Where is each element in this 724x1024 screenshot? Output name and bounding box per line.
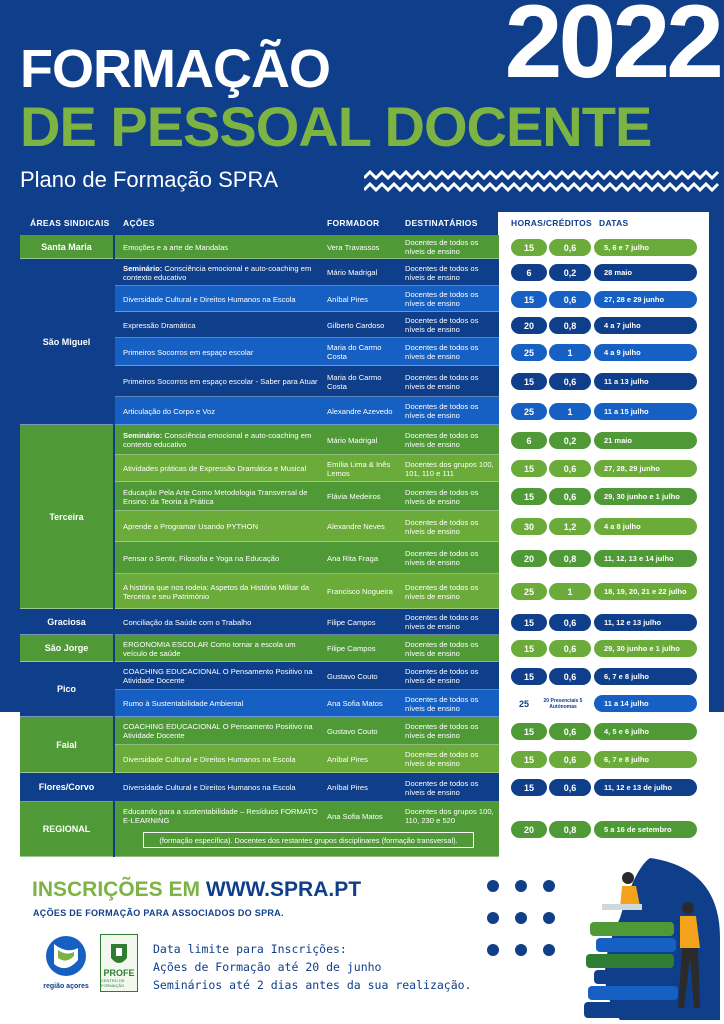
decor-dot xyxy=(543,880,555,892)
dates-pill: 4 a 8 julho xyxy=(594,518,697,535)
action-text xyxy=(123,667,321,685)
action-cell xyxy=(123,397,321,425)
header-datas: DATAS xyxy=(599,218,629,228)
action-title: COACHING EDUCACIONAL O Pensamento Positivo na Atividade Docente xyxy=(123,722,313,740)
destinatarios-cell: Docentes de todos os níveis de ensino xyxy=(405,778,479,797)
credits-pill: 0,6 xyxy=(549,488,591,505)
credits-pill: 0,2 xyxy=(549,264,591,281)
action-text xyxy=(123,431,321,449)
title-line-1: FORMAÇÃO xyxy=(20,39,330,99)
destinatarios-cell: Docentes de todos os níveis de ensino xyxy=(405,750,479,768)
action-text xyxy=(123,243,228,252)
action-title: Atividades práticas de Expressão Dramática e Musical xyxy=(123,464,307,473)
action-cell xyxy=(123,286,321,312)
decor-dot xyxy=(487,880,499,892)
action-title: Diversidade Cultural e Direitos Humanos na Escola xyxy=(123,783,296,792)
hours-pill: 6 xyxy=(511,432,547,449)
header-acoes: AÇÕES xyxy=(123,218,155,228)
inscricoes-banner xyxy=(32,878,361,902)
decor-dot xyxy=(487,912,499,924)
action-text xyxy=(123,295,296,304)
logo-regiao-text: região açores xyxy=(43,983,89,990)
action-cell xyxy=(123,574,321,609)
action-cell xyxy=(123,609,321,635)
action-title: Aprende a Programar Usando PYTHON xyxy=(123,522,259,531)
destinatarios-cell: Docentes de todos os níveis de ensino xyxy=(405,431,479,449)
credits-pill: 0,2 xyxy=(549,432,591,449)
formador-cell: Alexandre Neves xyxy=(327,522,385,531)
destinatarios-cell: Docentes de todos os níveis de ensino xyxy=(405,316,479,334)
hero-header xyxy=(0,0,724,212)
action-title: Primeiros Socorros em espaço escolar - Saber para Atuar xyxy=(123,377,318,386)
dates-pill: 11 a 13 julho xyxy=(594,373,697,390)
dates-pill: 4 a 9 julho xyxy=(594,344,697,361)
action-cell xyxy=(123,662,321,690)
action-text xyxy=(123,407,215,416)
destinatarios-cell: Docentes de todos os níveis de ensino xyxy=(405,402,479,420)
destinatarios-cell: Docentes de todos os níveis de ensino xyxy=(405,238,479,256)
destinatarios-cell: Docentes dos grupos 100, 110, 230 e 520 xyxy=(405,807,494,825)
action-text xyxy=(123,755,296,764)
area-label: Flores/Corvo xyxy=(20,773,113,802)
action-cell xyxy=(123,511,321,542)
destinatarios-cell: Docentes de todos os níveis de ensino xyxy=(405,549,479,567)
header-formador: FORMADOR xyxy=(327,218,380,228)
credits-pill: 1 xyxy=(549,583,591,600)
action-title: Educando para a sustentabilidade – Resíduos FORMATO E-LEARNING xyxy=(123,807,318,825)
year-title: 2022 xyxy=(504,0,720,100)
title-line-2: DE PESSOAL DOCENTE xyxy=(20,95,652,158)
action-title: Rumo à Sustentabilidade Ambiental xyxy=(123,699,244,708)
dates-pill: 28 maio xyxy=(594,264,697,281)
inscricoes-url[interactable]: WWW.SPRA.PT xyxy=(205,878,362,901)
credits-pill: 0,6 xyxy=(549,291,591,308)
destinatarios-cell: Docentes de todos os níveis de ensino xyxy=(405,722,479,740)
hours-pill: 25 xyxy=(511,583,547,600)
destinatarios-cell: Docentes de todos os níveis de ensino xyxy=(405,487,479,506)
destinatarios-cell: Docentes de todos os níveis de ensino xyxy=(405,639,479,658)
destinatarios-cell: Docentes de todos os níveis de ensino xyxy=(405,290,479,308)
zigzag-decoration xyxy=(364,168,720,194)
destinatarios-cell: Docentes de todos os níveis de ensino xyxy=(405,582,479,601)
header-areas: ÁREAS SINDICAIS xyxy=(30,218,110,228)
action-title: Educação Pela Arte Como Metodologia Transversal de Ensino: da Teoria à Prática xyxy=(123,487,308,506)
action-text xyxy=(123,618,251,627)
dates-pill: 4 a 7 julho xyxy=(594,317,697,334)
credits-pill: 0,6 xyxy=(549,751,591,768)
dates-pill: 27, 28, 29 junho xyxy=(594,460,697,477)
action-text xyxy=(123,264,321,282)
profe-logo xyxy=(100,934,138,992)
hours-pill: 15 xyxy=(511,723,547,740)
formador-cell: Mário Madrigal xyxy=(327,268,378,277)
decor-dot xyxy=(515,944,527,956)
area-label: Faial xyxy=(20,717,113,773)
hours-pill: 15 xyxy=(511,779,547,796)
credits-pill: 20 Presenciais 5 Autónomas xyxy=(543,697,583,710)
dates-pill: 11, 12 e 13 julho xyxy=(594,614,697,631)
action-title: A história que nos rodeia: Aspetos da História Militar da Terceira e seu Património xyxy=(123,582,310,601)
action-title: Pensar o Sentir, Filosofia e Yoga na Educação xyxy=(123,553,280,563)
formador-cell: Mário Madrigal xyxy=(327,435,378,445)
hours-pill: 15 xyxy=(511,668,547,685)
hours-pill: 15 xyxy=(511,640,547,657)
formador-cell: Ana Rita Fraga xyxy=(327,553,379,563)
action-title: Consciência emocional e auto-coaching em contexto educativo xyxy=(123,431,312,449)
hours-pill: 20 xyxy=(511,821,547,838)
hours-pill: 15 xyxy=(511,460,547,477)
action-cell xyxy=(123,542,321,574)
credits-pill: 0,6 xyxy=(549,723,591,740)
hours-pill: 15 xyxy=(511,488,547,505)
dates-pill: 27, 28 e 29 junho xyxy=(594,291,697,308)
formador-cell: Maria do Carmo Costa xyxy=(327,372,382,391)
action-text xyxy=(123,722,321,740)
books-illustration xyxy=(580,858,720,1020)
action-title: Expressão Dramática xyxy=(123,320,196,330)
decor-dot xyxy=(515,880,527,892)
header-destinatarios: DESTINATÁRIOS xyxy=(405,218,478,228)
action-title: Articulação do Corpo e Voz xyxy=(123,406,216,416)
action-text xyxy=(123,783,296,792)
area-label: Terceira xyxy=(20,425,113,609)
spra-logo xyxy=(40,934,92,992)
credits-pill: 0,6 xyxy=(549,614,591,631)
formador-cell: Gustavo Couto xyxy=(327,671,378,681)
associates-note: AÇÕES DE FORMAÇÃO PARA ASSOCIADOS DO SPRA. xyxy=(33,908,284,918)
credits-pill: 1,2 xyxy=(549,518,591,535)
hours-pill: 25 xyxy=(511,403,547,420)
action-cell xyxy=(123,802,321,830)
action-cell xyxy=(123,259,321,286)
destinatarios-cell: Docentes de todos os níveis de ensino xyxy=(405,372,479,391)
dates-pill: 5, 6 e 7 julho xyxy=(594,239,697,256)
dates-pill: 6, 7 e 8 julho xyxy=(594,668,697,685)
action-cell xyxy=(123,482,321,511)
formador-cell: Aníbal Pires xyxy=(327,294,368,304)
action-cell xyxy=(123,690,321,717)
action-text xyxy=(123,464,306,473)
action-prefix: Seminário: xyxy=(123,263,163,273)
hours-pill: 6 xyxy=(511,264,547,281)
dates-pill: 4, 5 e 6 julho xyxy=(594,723,697,740)
formador-cell: Vera Travassos xyxy=(327,242,380,252)
header-horas-creditos: HORAS/CRÉDITOS xyxy=(511,218,593,228)
area-label: Santa Maria xyxy=(20,235,113,259)
formador-cell: Aníbal Pires xyxy=(327,783,368,792)
action-text xyxy=(123,807,321,825)
decor-dot xyxy=(543,912,555,924)
hours-pill: 15 xyxy=(511,291,547,308)
hours-pill: 30 xyxy=(511,518,547,535)
action-cell xyxy=(123,366,321,397)
dates-pill: 11 a 14 julho xyxy=(594,695,697,712)
area-label: Graciosa xyxy=(20,609,113,635)
action-cell xyxy=(123,235,321,259)
destinatarios-cell: Docentes de todos os níveis de ensino xyxy=(405,667,479,685)
action-cell xyxy=(123,338,321,366)
action-text xyxy=(123,321,196,330)
formador-cell: Gilberto Cardoso xyxy=(327,320,385,330)
action-text xyxy=(123,554,279,563)
hours-pill: 25 xyxy=(511,344,547,361)
credits-pill: 0,8 xyxy=(549,317,591,334)
decor-dot xyxy=(487,944,499,956)
formador-cell: Gustavo Couto xyxy=(327,726,378,736)
destinatarios-cell: Docentes de todos os níveis de ensino xyxy=(405,517,479,536)
destinatarios-cell: Docentes de todos os níveis de ensino xyxy=(405,343,479,361)
action-title: Emoções e a arte de Mandalas xyxy=(123,242,229,252)
dates-pill: 11 a 15 julho xyxy=(594,403,697,420)
formador-cell: Aníbal Pires xyxy=(327,754,368,764)
subtitle: Plano de Formação SPRA xyxy=(20,167,279,192)
action-title: COACHING EDUCACIONAL O Pensamento Positivo na Atividade Docente xyxy=(123,667,313,685)
deadline-title: Data limite para Inscrições: xyxy=(153,942,347,956)
action-cell xyxy=(123,425,321,455)
hours-pill: 15 xyxy=(511,239,547,256)
action-title: Primeiros Socorros em espaço escolar xyxy=(123,347,254,357)
action-text xyxy=(123,522,258,531)
dates-pill: 29, 30 junho e 1 julho xyxy=(594,640,697,657)
formador-cell: Ana Sofia Matos xyxy=(327,699,383,708)
action-text xyxy=(123,488,321,506)
action-cell xyxy=(123,312,321,338)
regional-note: (formação específica). Docentes dos restantes grupos disciplinares (formação transversal). xyxy=(143,832,474,848)
formador-cell: Francisco Nogueira xyxy=(327,587,393,596)
formador-cell: Alexandre Azevedo xyxy=(327,406,393,416)
credits-pill: 0,6 xyxy=(549,640,591,657)
destinatarios-cell: Docentes de todos os níveis de ensino xyxy=(405,263,479,282)
decor-dot xyxy=(515,912,527,924)
credits-pill: 0,8 xyxy=(549,550,591,567)
hours-pill: 15 xyxy=(511,751,547,768)
action-cell xyxy=(123,455,321,482)
credits-pill: 0,6 xyxy=(549,779,591,796)
destinatarios-cell: Docentes de todos os níveis de ensino xyxy=(405,694,479,713)
formador-cell: Maria do Carmo Costa xyxy=(327,343,382,361)
destinatarios-cell: Docentes de todos os níveis de ensino xyxy=(405,613,479,631)
hours-pill: 15 xyxy=(511,373,547,390)
action-cell xyxy=(123,717,321,745)
profe-emblem-icon xyxy=(107,942,131,968)
action-title: Diversidade Cultural e Direitos Humanos na Escola xyxy=(123,294,296,304)
dates-pill: 6, 7 e 8 julho xyxy=(594,751,697,768)
action-text xyxy=(123,699,243,708)
profe-subtext: CENTRO DE FORMAÇÃO xyxy=(101,978,125,988)
hours-pill: 20 xyxy=(511,317,547,334)
credits-pill: 0,6 xyxy=(549,239,591,256)
dates-pill: 5 a 16 de setembro xyxy=(594,821,697,838)
formador-cell: Emília Lima & Inês Lemos xyxy=(327,459,391,478)
action-title: ERGONOMIA ESCOLAR Como tornar a escola um veículo de saúde xyxy=(123,639,296,658)
formador-cell: Flávia Medeiros xyxy=(327,492,381,501)
spra-logo-icon xyxy=(40,934,92,978)
action-text xyxy=(123,377,318,386)
credits-pill: 0,8 xyxy=(549,821,591,838)
credits-pill: 0,6 xyxy=(549,373,591,390)
action-cell xyxy=(123,745,321,773)
hours-pill: 25 xyxy=(518,698,529,709)
decor-dot xyxy=(543,944,555,956)
profe-text: PROFE xyxy=(103,968,135,978)
credits-pill: 0,6 xyxy=(549,668,591,685)
destinatarios-cell: Docentes dos grupos 100, 101, 110 e 111 xyxy=(405,459,494,478)
action-prefix: Seminário: xyxy=(123,431,163,440)
formador-cell: Ana Sofia Matos xyxy=(327,811,383,821)
area-label: São Miguel xyxy=(20,259,113,425)
hours-pill: 20 xyxy=(511,550,547,567)
action-cell xyxy=(123,635,321,662)
action-title: Conciliação da Saúde com o Trabalho xyxy=(123,617,252,627)
action-title: Consciência emocional e auto-coaching em contexto educativo xyxy=(123,263,312,282)
credits-pill: 1 xyxy=(549,344,591,361)
credits-pill: 1 xyxy=(549,403,591,420)
dates-pill: 18, 19, 20, 21 e 22 julho xyxy=(594,583,697,600)
action-cell xyxy=(123,773,321,802)
hours-pill: 15 xyxy=(511,614,547,631)
formador-cell: Filipe Campos xyxy=(327,617,376,627)
action-text xyxy=(123,348,253,357)
dates-pill: 21 maio xyxy=(594,432,697,449)
area-label: São Jorge xyxy=(20,635,113,662)
credits-pill: 0,6 xyxy=(549,460,591,477)
area-label: REGIONAL xyxy=(20,802,113,857)
deadline-seminarios: Seminários até 2 dias antes da sua realização. xyxy=(153,978,472,992)
formador-cell: Filipe Campos xyxy=(327,644,376,653)
deadline-acoes: Ações de Formação até 20 de junho xyxy=(153,960,382,974)
action-text xyxy=(123,583,321,601)
action-text xyxy=(123,640,321,658)
dates-pill: 29, 30 junho e 1 julho xyxy=(594,488,697,505)
dates-pill: 11, 12, 13 e 14 julho xyxy=(594,550,697,567)
dates-pill: 11, 12 e 13 de julho xyxy=(594,779,697,796)
action-title: Diversidade Cultural e Direitos Humanos na Escola xyxy=(123,754,296,764)
inscricoes-label: INSCRIÇÕES EM xyxy=(32,878,201,901)
area-label: Pico xyxy=(20,662,113,717)
